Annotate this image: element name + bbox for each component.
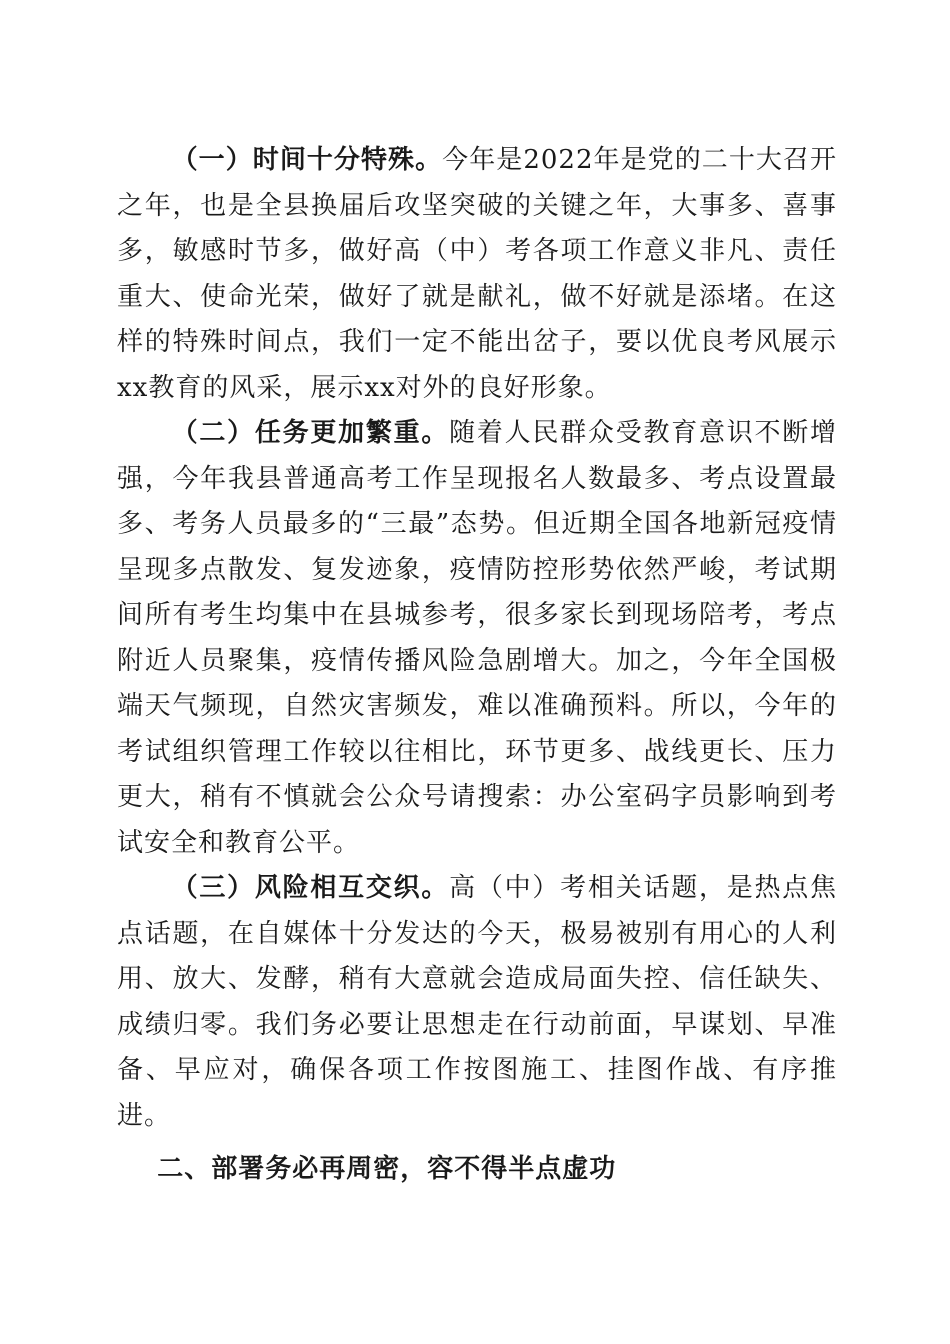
paragraph-text: 今年是2022年是党的二十大召开之年，也是全县换届后攻坚突破的关键之年，大事多、喜事多，敏感时节多，做好高（中）考各项工作意义非凡、责任重大、使命光荣，做好了就是献礼，做不好就是添堵。在这样的特殊时间点，我们一定不能出岔子，要以优良考风展示xx教育的风采，展示xx对外的良好形象。	[117, 145, 837, 403]
paragraph-lead: （二）任务更加繁重。	[171, 418, 450, 448]
document-body	[117, 138, 837, 1193]
paragraph-risk-interwoven	[117, 866, 837, 1139]
paragraph-lead: （一）时间十分特殊。	[171, 145, 443, 175]
paragraph-time-special	[117, 138, 837, 411]
paragraph-task-heavy	[117, 411, 837, 866]
section-heading: 二、部署务必再周密，容不得半点虚功	[157, 1154, 617, 1184]
paragraph-text: 高（中）考相关话题，是热点焦点话题，在自媒体十分发达的今天，极易被别有用心的人利用、放大、发酵，稍有大意就会造成局面失控、信任缺失、成绩归零。我们务必要让思想走在行动前面，早谋划、早准备、早应对，确保各项工作按图施工、挂图作战、有序推进。	[117, 873, 837, 1131]
paragraph-text: 随着人民群众受教育意识不断增强，今年我县普通高考工作呈现报名人数最多、考点设置最多、考务人员最多的“三最”态势。但近期全国各地新冠疫情呈现多点散发、复发迹象，疫情防控形势依然严峻，考试期间所有考生均集中在县城参考，很多家长到现场陪考，考点附近人员聚集，疫情传播风险急剧增大。加之，今年全国极端天气频现，自然灾害频发，难以准确预料。所以，今年的考试组织管理工作较以往相比，环节更多、战线更长、压力更大，稍有不慎就会公众号请搜索：办公室码字员影响到考试安全和教育公平。	[117, 418, 837, 858]
paragraph-lead: （三）风险相互交织。	[171, 873, 450, 903]
